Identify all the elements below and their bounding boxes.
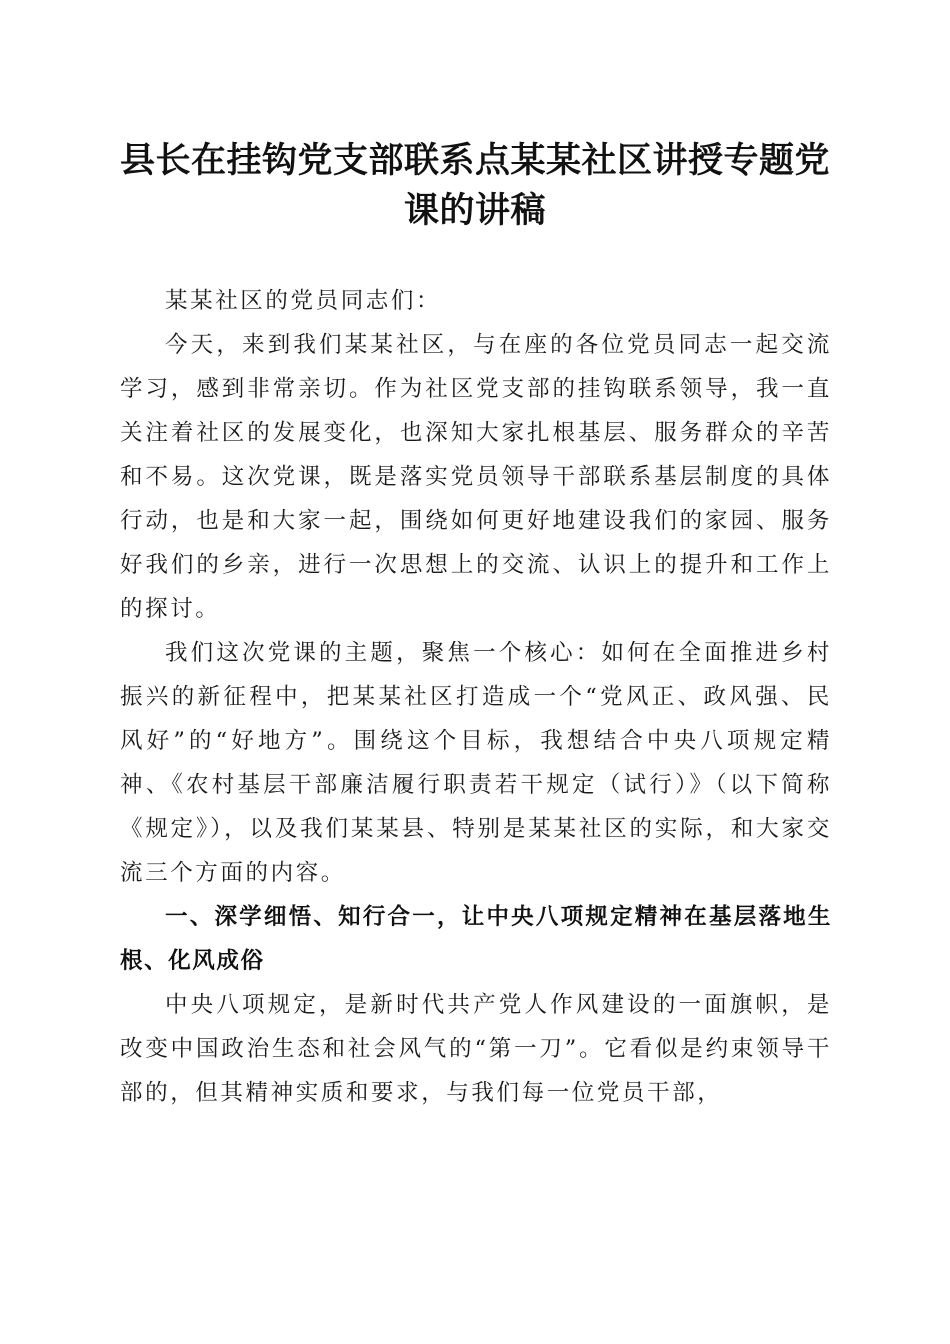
document-title: 县长在挂钩党支部联系点某某社区讲授专题党课的讲稿: [119, 140, 830, 231]
paragraph-theme: 我们这次党课的主题，聚焦一个核心：如何在全面推进乡村振兴的新征程中，把某某社区打造成一个“党风正、政风强、民风好”的“好地方”。围绕这个目标，我想结合中央八项规定精神、《农村基层干部廉洁履行职责若干规定（试行）》（以下简称《规定》），以及我们某某县、特别是某某社区的实际，和大家交流三个方面的内容。: [120, 640, 832, 886]
section-heading: 一、深学细悟、知行合一，让中央八项规定精神在基层落地生根、化风成俗: [120, 904, 832, 974]
paragraph-section-one: 中央八项规定，是新时代共产党人作风建设的一面旗帜，是改变中国政治生态和社会风气的“第一刀”。它看似是约束领导干部的，但其精神实质和要求，与我们每一位党员干部，: [120, 992, 832, 1106]
salutation: 某某社区的党员同志们：: [165, 288, 442, 314]
document-body: [120, 279, 832, 1115]
paragraph-intro: 今天，来到我们某某社区，与在座的各位党员同志一起交流学习，感到非常亲切。作为社区党支部的挂钩联系领导，我一直关注着社区的发展变化，也深知大家扎根基层、服务群众的辛苦和不易。这次党课，既是落实党员领导干部联系基层制度的具体行动，也是和大家一起，围绕如何更好地建设我们的家园、服务好我们的乡亲，进行一次思想上的交流、认识上的提升和工作上的探讨。: [120, 332, 832, 622]
